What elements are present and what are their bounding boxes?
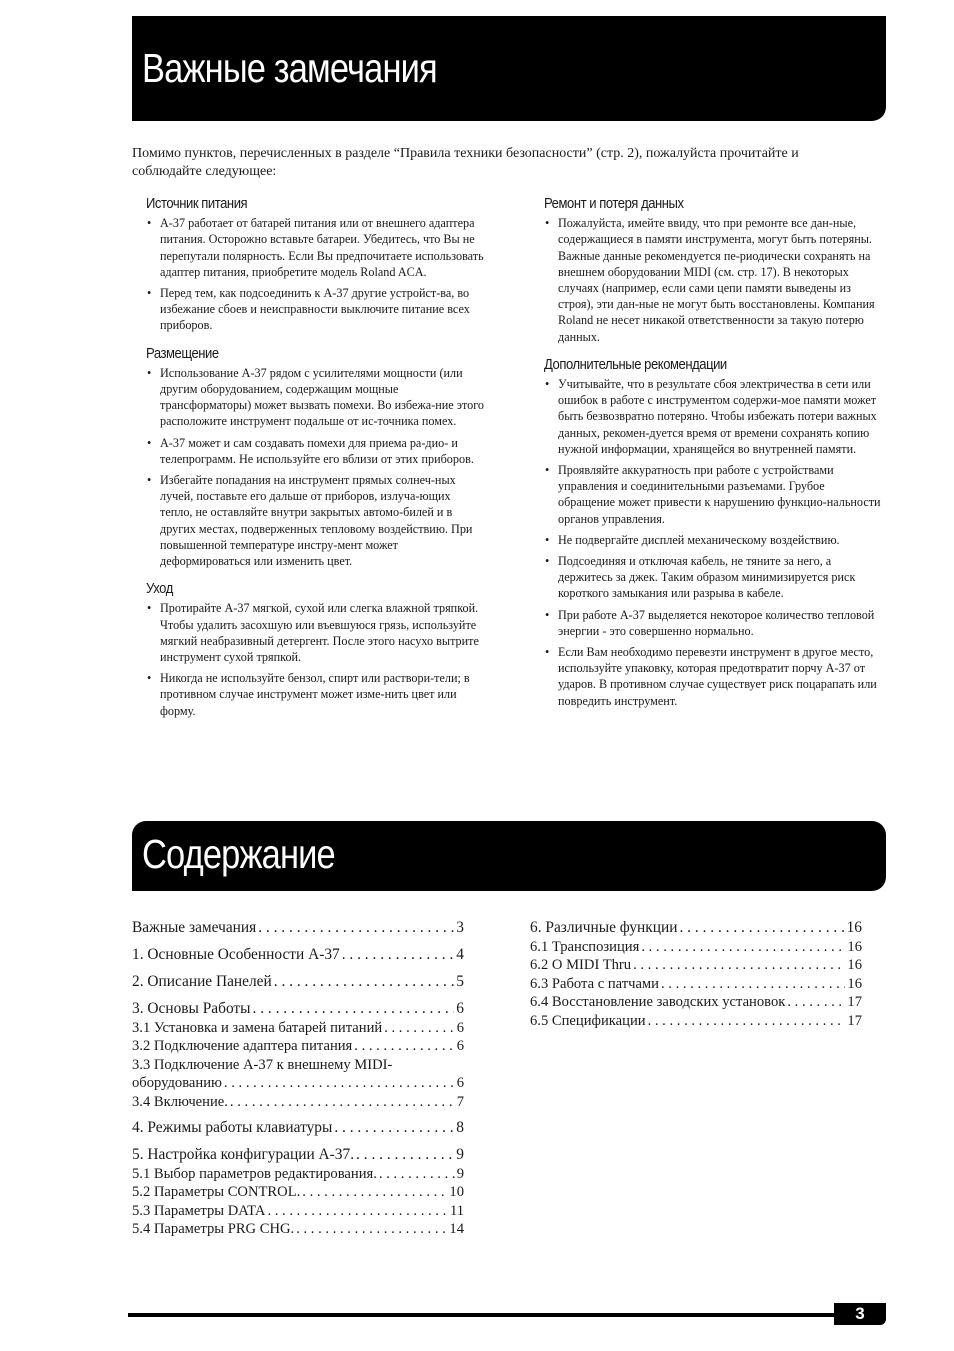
bullet-item: • Если Вам необходимо перевезти инструмент в другое место, используйте упаковку, которая предотвратит порчу A-37 от ударов. В противном случае существует риск поцарапать или повредить инструмент. — [544, 644, 884, 709]
toc-page-number: 6 — [456, 1038, 464, 1055]
toc-leader-dots — [648, 1012, 846, 1030]
bullet-list — [146, 365, 486, 569]
footer-rule — [128, 1313, 884, 1317]
toc-page-number: 16 — [847, 939, 862, 955]
toc-page-number: 3 — [456, 919, 464, 936]
bullet-item: • A-37 работает от батарей питания или от внешнего адаптера питания. Осторожно вставьте батареи. Убедитесь, что Вы не перепутали полярность. Если Вы предпочитаете использовать адаптер питания, приобретите модель Roland ACA. — [146, 215, 486, 280]
toc-entry-title: 5.3 Параметры DATA — [132, 1202, 266, 1219]
bullet-item: • Проявляйте аккуратность при работе с устройствами управления и соединительными разъемами. Грубое обращение может привести к нарушению функцио-нальности органов управления. — [544, 462, 884, 527]
toc-page-number: 14 — [449, 1221, 464, 1238]
note-section — [146, 196, 486, 334]
notes-column-left — [146, 196, 486, 731]
toc-entry — [132, 1183, 464, 1201]
toc-leader-dots — [379, 1165, 455, 1183]
bullet-list — [146, 600, 486, 718]
toc-entry-title: 6.4 Восстановление заводских установок — [530, 994, 786, 1011]
bullet-item: • A-37 может и сам создавать помехи для приема ра-дио- и телепрограмм. Не используйте его вблизи от этих приборов. — [146, 435, 486, 467]
toc-entry — [132, 1145, 464, 1165]
bullet-list — [544, 215, 884, 345]
section-title-contents: Содержание — [142, 831, 335, 877]
toc-leader-dots — [258, 918, 454, 938]
toc-page-number: 9 — [456, 1146, 464, 1164]
toc-page-number: 16 — [847, 957, 862, 974]
toc-entry — [530, 938, 862, 956]
toc-leader-dots — [302, 1183, 447, 1201]
bullet-list — [146, 215, 486, 333]
toc-page-number: 10 — [449, 1184, 464, 1201]
page-number: 3 — [834, 1303, 886, 1325]
toc-entry-title: 4. Режимы работы клавиатуры — [132, 1119, 333, 1137]
toc-column-right — [530, 918, 862, 1030]
toc-page-number: 16 — [847, 975, 862, 992]
toc-leader-dots — [356, 1145, 454, 1165]
toc-entry — [530, 975, 862, 993]
toc-column-left — [132, 918, 464, 1239]
bullet-item: • Учитывайте, что в результате сбоя электричества в сети или ошибок в работе с инструментом содержи-мое памяти может быть безвозвратно потеряно. Чтобы избежать потери важных данных, рекомен-дуется время от времени сохранять копию нужной информации, хранящейся во внутренней памяти. — [544, 376, 884, 457]
toc-page-number: 5 — [456, 973, 464, 990]
toc-entry-title: 6.1 Транспозиция — [530, 939, 640, 955]
toc-entry-title: 6.5 Спецификации — [530, 1012, 646, 1029]
toc-leader-dots — [354, 1037, 454, 1055]
note-section — [146, 581, 486, 719]
toc-entry-title: 2. Описание Панелей — [132, 973, 272, 990]
toc-entry-title: 3.4 Включение. — [132, 1093, 228, 1110]
toc-entry-title: 5.1 Выбор параметров редактирования. — [132, 1166, 377, 1183]
section-title-important-notes: Важные замечания — [142, 45, 437, 91]
toc-entry-title: оборудованию — [132, 1075, 222, 1092]
toc-entry-title: 3.2 Подключение адаптера питания — [132, 1038, 353, 1055]
toc-leader-dots — [384, 1019, 455, 1037]
toc-entry: 3.3 Подключение A-37 к внешнему MIDI- — [132, 1056, 393, 1073]
note-section — [146, 346, 486, 570]
toc-entry-title: 1. Основные Особенности A-37 — [132, 946, 340, 963]
section-banner-important-notes — [132, 16, 886, 121]
toc-entry — [132, 945, 464, 965]
toc-entry — [132, 1019, 464, 1037]
toc-leader-dots — [224, 1074, 455, 1092]
toc-entry — [132, 1037, 464, 1055]
bullet-item: • Никогда не используйте бензол, спирт или раствори-тели; в противном случае инструмент может изме-нить цвет или форму. — [146, 670, 486, 719]
toc-leader-dots — [633, 956, 845, 974]
toc-page-number: 6 — [456, 1020, 464, 1036]
toc-entry-title: 5.4 Параметры PRG CHG. — [132, 1221, 295, 1238]
toc-entry — [132, 1202, 464, 1220]
toc-leader-dots — [253, 999, 455, 1019]
toc-entry-title: 6.3 Работа с патчами — [530, 975, 659, 992]
toc-entry — [132, 1093, 464, 1111]
bullet-item: • Избегайте попадания на инструмент прямых солнеч-ных лучей, поставьте его дальше от приборов, излуча-ющих тепло, не оставляйте внутри закрытых автомо-билей и в других местах, подверженных тепловому воздействию. При повышенной температуре инстру-мент может деформироваться или изменить цвет. — [146, 472, 486, 569]
toc-leader-dots — [274, 972, 455, 992]
section-heading: Размещение — [146, 345, 219, 362]
bullet-item: • Пожалуйста, имейте ввиду, что при ремонте все дан-ные, содержащиеся в памяти инструмента, могут быть потеряны. Важные данные рекомендуется пе-риодически сохранять на внешнем оборудовании MIDI (см. стр. 17). В некоторых случаях (например, если сами цепи памяти выведены из строя), эти дан-ные не могут быть восстановлены. Компания Roland не несет никакой ответственности за такую потерю данных. — [544, 215, 884, 345]
toc-page-number: 6 — [456, 1075, 464, 1092]
toc-entry — [530, 956, 862, 974]
bullet-item: • Использование A-37 рядом с усилителями мощности (или другим оборудованием, содержащим мощные трансформаторы) может вызвать помехи. Во избежа-ние этого расположите инструмент подальше от ис-точника помех. — [146, 365, 486, 430]
toc-entry — [132, 972, 464, 992]
toc-leader-dots — [267, 1202, 447, 1220]
bullet-item: • Протирайте A-37 мягкой, сухой или слегка влажной тряпкой. Чтобы удалить засохшую или въевшуюся грязь, используйте мягкий неабразивный детергент. После этого насухо вытрите инструмент сухой тряпкой. — [146, 600, 486, 665]
toc-entry — [132, 1074, 464, 1092]
note-section — [544, 196, 884, 345]
toc-entry — [530, 1012, 862, 1030]
toc-entry — [132, 999, 464, 1019]
toc-leader-dots — [661, 975, 845, 993]
toc-page-number: 6 — [456, 1000, 464, 1017]
toc-page-number: 4 — [456, 946, 464, 963]
toc-page-number: 17 — [847, 1012, 862, 1029]
section-heading: Дополнительные рекомендации — [544, 356, 727, 373]
toc-leader-dots — [230, 1093, 455, 1111]
bullet-item: • Перед тем, как подсоединить к A-37 другие устройст-ва, во избежание сбоев и неисправности выключите питание всех приборов. — [146, 285, 486, 334]
toc-entry — [132, 1220, 464, 1238]
toc-leader-dots — [787, 993, 845, 1011]
toc-leader-dots — [296, 1220, 447, 1238]
toc-entry-title: 6. Различные функции — [530, 919, 678, 936]
bullet-list — [544, 376, 884, 709]
toc-leader-dots — [641, 938, 845, 956]
toc-entry-title: 5. Настройка конфигурации A-37. — [132, 1146, 355, 1164]
toc-page-number: 16 — [846, 919, 862, 936]
section-banner-contents — [132, 821, 886, 891]
toc-entry — [530, 993, 862, 1011]
notes-column-right — [544, 196, 884, 721]
bullet-item: • При работе A-37 выделяется некоторое количество тепловой энергии - это совершенно нормально. — [544, 607, 884, 639]
toc-leader-dots — [679, 918, 844, 938]
toc-page-number: 8 — [456, 1119, 464, 1137]
toc-entry — [132, 1165, 464, 1183]
section-heading: Уход — [146, 581, 173, 598]
toc-leader-dots — [334, 1118, 454, 1138]
toc-leader-dots — [342, 945, 455, 965]
toc-page-number: 11 — [449, 1202, 464, 1219]
intro-paragraph: Помимо пунктов, перечисленных в разделе “Правила техники безопасности” (стр. 2), пожалуйста прочитайте и соблюдайте следующее: — [132, 146, 799, 179]
toc-entry-title: 6.2 O MIDI Thru — [530, 957, 632, 974]
bullet-item: • Подсоединяя и отключая кабель, не тяните за него, а держитесь за джек. Таким образом минимизируется риск короткого замыкания или разрыва в кабеле. — [544, 553, 884, 602]
toc-entry — [132, 918, 464, 938]
toc-entry — [530, 918, 862, 938]
toc-entry-title: 3.1 Установка и замена батарей питаний — [132, 1020, 383, 1036]
toc-entry-title: 5.2 Параметры CONTROL. — [132, 1184, 301, 1201]
section-heading: Источник питания — [146, 196, 248, 212]
toc-entry-title: Важные замечания — [132, 919, 257, 936]
toc-page-number: 17 — [847, 994, 862, 1011]
section-heading: Ремонт и потеря данных — [544, 196, 684, 212]
bullet-item: • Не подвергайте дисплей механическому воздействию. — [544, 532, 884, 548]
toc-page-number: 9 — [456, 1166, 464, 1183]
note-section — [544, 357, 884, 709]
toc-page-number: 7 — [456, 1093, 464, 1110]
toc-entry — [132, 1118, 464, 1138]
toc-entry-title: 3. Основы Работы — [132, 1000, 251, 1017]
